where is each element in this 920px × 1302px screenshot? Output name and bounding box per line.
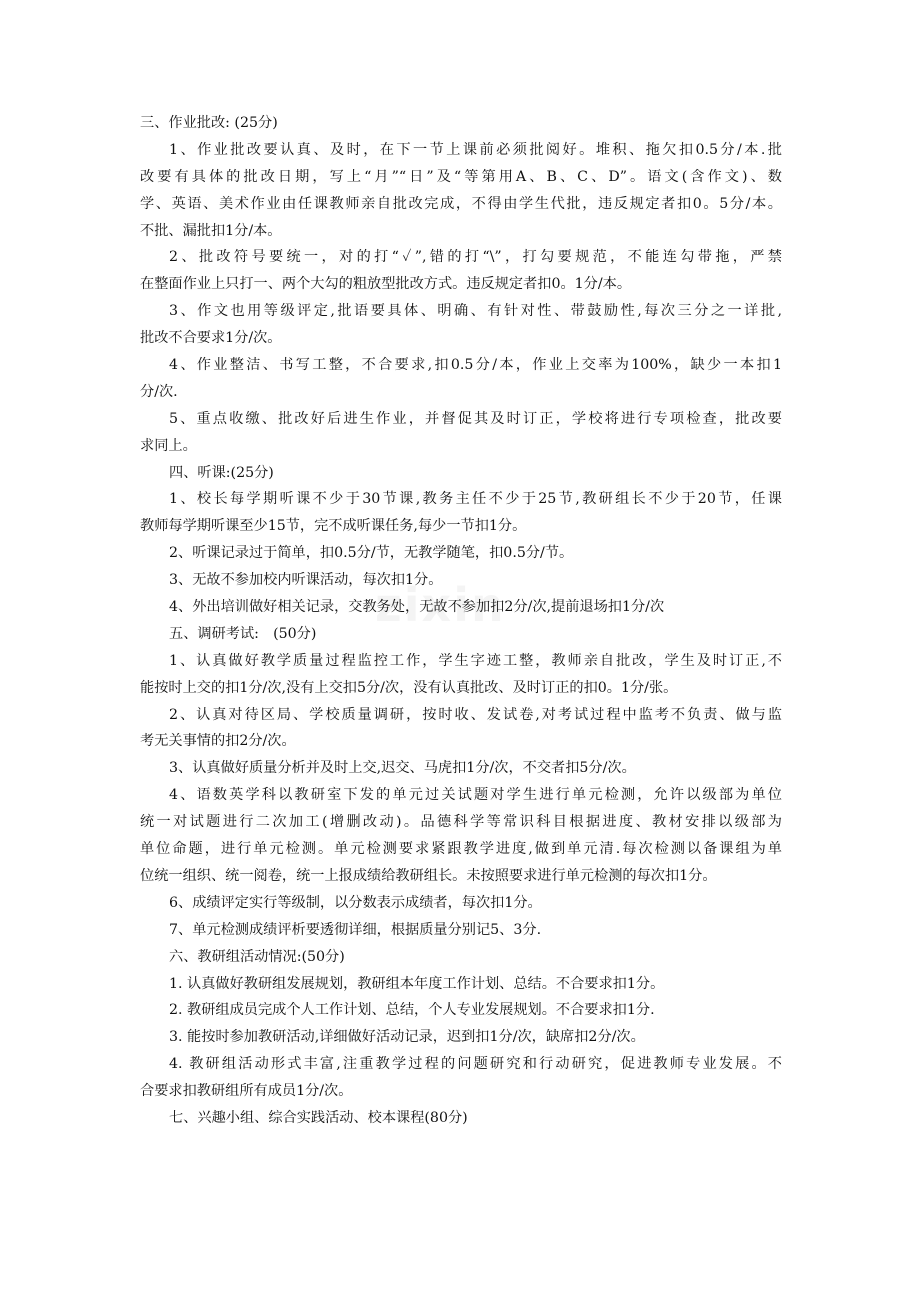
- text-line: 改要有具体的批改日期，写上“月”“日”及“等第用A、B、C、D”。语文(含作文)、数: [140, 168, 782, 185]
- text-line: 教师每学期听课至少15节，完不成听课任务,每少一节扣1分。: [140, 518, 527, 535]
- text-line: 1、认真做好教学质量过程监控工作，学生字迹工整，教师亲自批改，学生及时订正,不: [169, 652, 782, 669]
- text-line: 位统一组织、统一阅卷，统一上报成绩给教研组长。未按照要求进行单元检测的每次扣1分。: [140, 867, 717, 884]
- text-line: 4、作业整洁、书写工整，不合要求,扣0.5分/本，作业上交率为100%，缺少一本扣1: [169, 357, 782, 374]
- text-line: 学、英语、美术作业由任课教师亲自批改完成，不得由学生代批，违反规定者扣0。5分/本。: [140, 195, 782, 212]
- text-line: 考无关事情的扣2分/次。: [140, 733, 296, 750]
- text-line: 七、兴趣小组、综合实践活动、校本课程(80分): [169, 1109, 468, 1126]
- text-line: 4、语数英学科以教研室下发的单元过关试题对学生进行单元检测，允许以级部为单位: [169, 787, 782, 804]
- text-line: 6、成绩评定实行等级制，以分数表示成绩者，每次扣1分。: [169, 894, 542, 911]
- text-line: 4. 教研组活动形式丰富,注重教学过程的问题研究和行动研究，促进教师专业发展。不: [169, 1056, 782, 1073]
- text-line: 2. 教研组成员完成个人工作计划、总结，个人专业发展规划。不合要求扣1分.: [169, 1002, 655, 1019]
- text-line: 四、听课:(25分): [169, 464, 274, 481]
- text-line: 求同上。: [140, 437, 197, 454]
- text-line: 2、听课记录过于简单，扣0.5分/节，无教学随笔，扣0.5分/节。: [169, 545, 574, 562]
- text-line: 3. 能按时参加教研活动,详细做好活动记录，迟到扣1分/次，缺席扣2分/次。: [169, 1029, 645, 1046]
- text-line: 1. 认真做好教研组发展规划，教研组本年度工作计划、总结。不合要求扣1分。: [169, 975, 665, 992]
- text-line: 五、调研考试: (50分): [169, 625, 317, 642]
- text-line: 2、认真对待区局、学校质量调研，按时收、发试卷,对考试过程中监考不负责、做与监: [169, 706, 782, 723]
- text-line: 分/次.: [140, 383, 178, 400]
- text-line: 单位命题，进行单元检测。单元检测要求紧跟教学进度,做到单元清.每次检测以备课组为单: [140, 841, 782, 858]
- text-line: 批改不合要求1分/次。: [140, 330, 282, 347]
- text-line: 三、作业批改: (25分): [140, 115, 278, 131]
- text-line: 3、作文也用等级评定,批语要具体、明确、有针对性、带鼓励性,每次三分之一详批,: [169, 303, 782, 320]
- text-line: 能按时上交的扣1分/次,没有上交扣5分/次，没有认真批改、及时订正的扣0。1分/张。: [140, 679, 678, 696]
- text-line: 1、校长每学期听课不少于30节课,教务主任不少于25节,教研组长不少于20节，任课: [169, 491, 782, 508]
- text-line: 在整面作业上只打一、两个大勾的粗放型批改方式。违反规定者扣0。1分/本。: [140, 276, 632, 293]
- text-line: 合要求扣教研组所有成员1分/次。: [140, 1083, 353, 1100]
- text-line: 统一对试题进行二次加工(增删改动)。品德科学等常识科目根据进度、教材安排以级部为: [140, 814, 782, 831]
- text-line: 3、认真做好质量分析并及时上交,迟交、马虎扣1分/次，不交者扣5分/次。: [169, 760, 636, 777]
- text-line: 4、外出培训做好相关记录，交教务处，无故不参加扣2分/次,提前退场扣1分/次: [169, 599, 665, 616]
- text-line: 六、教研组活动情况:(50分): [169, 948, 345, 965]
- text-line: 5、重点收缴、批改好后进生作业，并督促其及时订正，学校将进行专项检查，批改要: [169, 410, 782, 427]
- text-line: 不批、漏批扣1分/本。: [140, 222, 282, 239]
- text-line: 7、单元检测成绩评析要透彻详细，根据质量分别记5、3分.: [169, 921, 542, 938]
- text-line: 2、批改符号要统一，对的打“✓”,错的打“\”，打勾要规范，不能连勾带拖，严禁: [169, 249, 782, 266]
- document-body: [140, 110, 782, 1132]
- text-line: 3、无故不参加校内听课活动，每次扣1分。: [169, 572, 443, 589]
- text-line: 1、作业批改要认真、及时，在下一节上课前必须批阅好。堆积、拖欠扣0.5分/本.批: [169, 141, 782, 158]
